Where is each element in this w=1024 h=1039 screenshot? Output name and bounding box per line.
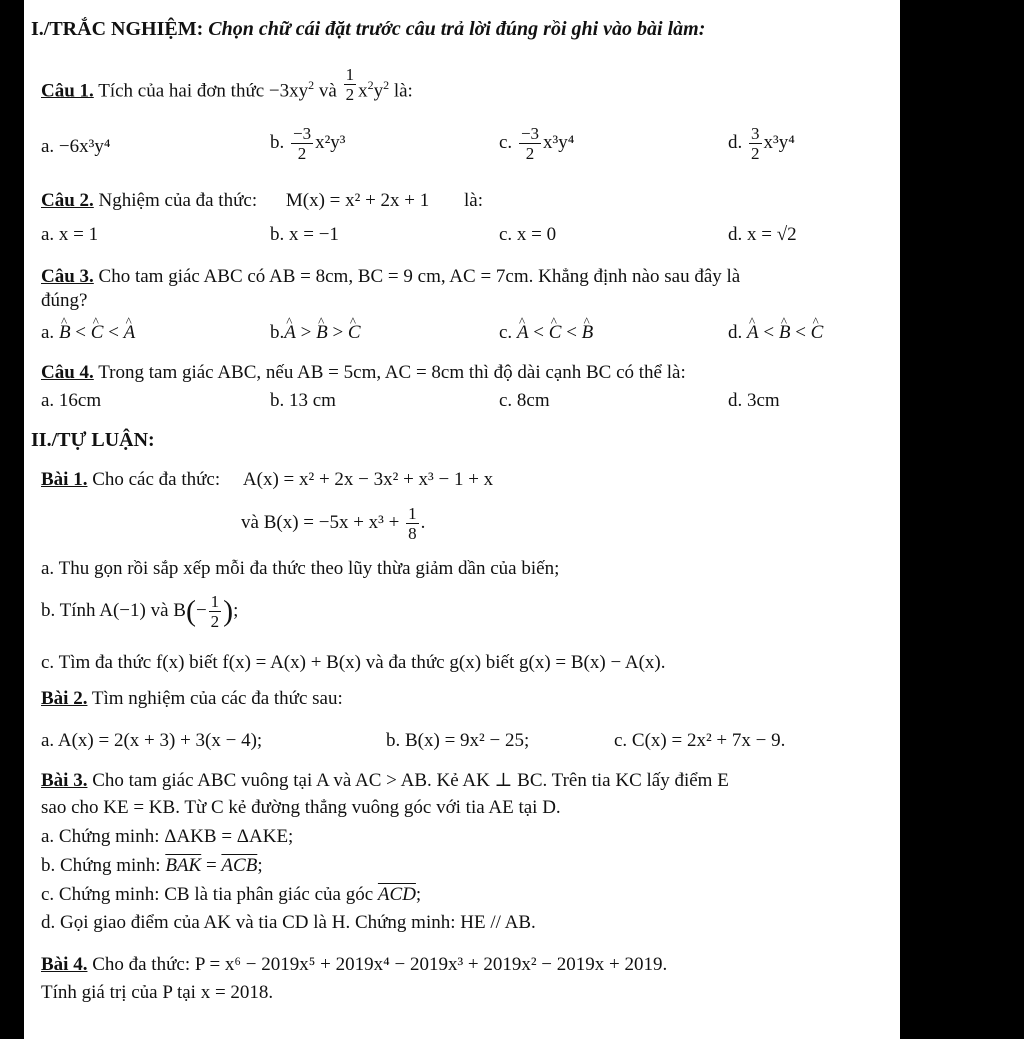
q1-text: Tích của hai đơn thức <box>98 80 265 102</box>
b1-polyA: A(x) = x² + 2x − 3x² + x³ − 1 + x <box>242 469 494 490</box>
b3-text-cont: sao cho KE = KB. Từ C kẻ đường thẳng vuông góc với tia AE tại D. <box>41 797 561 818</box>
q1-tail: là: <box>393 80 413 102</box>
q1-d-den: 2 <box>751 144 760 163</box>
b1-part-b: b. Tính A(−1) và B(− $\frac{1}{2}$ ); <box>41 592 239 631</box>
b2-text: Tìm nghiệm của các đa thức sau: <box>91 688 343 709</box>
q3-text-cont: đúng? <box>41 290 88 311</box>
q4-stem <box>41 362 686 384</box>
b3-part-d: d. Gọi giao điểm của AK và tia CD là H. Chứng minh: HE // AB. <box>41 912 536 933</box>
q2-option-b: b. x = −1 <box>270 224 339 245</box>
q1-and: và <box>318 80 337 102</box>
b2-part-a: a. A(x) = 2(x + 3) + 3(x − 4); <box>41 730 263 751</box>
b1-polyB-end: . <box>420 511 426 533</box>
q3-d-prefix: d. <box>728 322 743 343</box>
q1-d-prefix: d. <box>728 131 743 153</box>
exam-paper <box>24 0 900 1039</box>
q3-text: Cho tam giác ABC có AB = 8cm, BC = 9 cm, AC = 7cm. Khẳng định nào sau đây là <box>98 266 741 287</box>
q2-option-c: c. x = 0 <box>499 224 557 245</box>
q1-c-prefix: c. <box>499 131 513 153</box>
q4-option-d: d. 3cm <box>728 390 780 411</box>
b3-b-pre: b. Chứng minh: <box>41 855 161 876</box>
q2-option-d: d. x = √2 <box>728 224 797 245</box>
q3-option-d: d. ^ A < ^ B < ^ C <box>728 322 823 344</box>
q1-label: Câu 1. <box>41 80 94 102</box>
q1-c-den: 2 <box>525 144 535 163</box>
b3-part-b <box>41 855 263 877</box>
q1-option-b <box>270 124 346 163</box>
b1-polyB: B(x) = −5x + x³ + <box>263 511 400 533</box>
section1-instruction: Chọn chữ cái đặt trước câu trả lời đúng rồi ghi vào bài làm: <box>208 18 706 40</box>
q4-option-a: a. 16cm <box>41 390 102 411</box>
b1-b-end: ; <box>233 599 239 621</box>
b3-text: Cho tam giác ABC vuông tại A và AC > AB. Kẻ AK ⊥ BC. Trên tia KC lấy điểm E <box>92 770 729 791</box>
b3-stem <box>41 770 729 792</box>
q4-text: Trong tam giác ABC, nếu AB = 5cm, AC = 8cm thì độ dài cạnh BC có thể là: <box>98 362 686 383</box>
q3-c-prefix: c. <box>499 322 513 343</box>
q1-c-tail: x³y⁴ <box>543 131 575 153</box>
b4-text-cont: Tính giá trị của P tại x = 2018. <box>41 982 274 1003</box>
b3-b-angle1: $\overline{BAK}$ <box>165 855 202 876</box>
q2-option-a: a. x = 1 <box>41 224 99 245</box>
q4-option-b: b. 13 cm <box>270 390 336 411</box>
b3-b-angle2: $\overline{ACB}$ <box>221 855 258 876</box>
q3-stem <box>41 266 740 288</box>
section1-heading <box>31 18 705 40</box>
b3-c-end: ; <box>415 884 422 905</box>
q1-d-tail: x³y⁴ <box>763 131 795 153</box>
b1-and: và <box>241 511 259 533</box>
b1-label: Bài 1. <box>41 469 88 490</box>
b3-label: Bài 3. <box>41 770 88 791</box>
q2-text: Nghiệm của đa thức: <box>98 190 258 211</box>
b1-frac-num: 1 <box>408 504 417 523</box>
b2-label: Bài 2. <box>41 688 88 709</box>
section1-title: I./TRẮC NGHIỆM: <box>31 18 204 40</box>
b4-text: Cho đa thức: P = x⁶ − 2019x⁵ + 2019x⁴ − 2019x³ + 2019x² − 2019x + 2019. <box>92 954 668 975</box>
q3-a-prefix: a. <box>41 322 55 343</box>
q3-label: Câu 3. <box>41 266 94 287</box>
q2-label: Câu 2. <box>41 190 94 211</box>
q1-option-d <box>728 124 795 163</box>
b1-stem <box>41 469 493 491</box>
section2-title: II./TỰ LUẬN: <box>31 429 155 451</box>
b1-b-pre: b. Tính A(−1) và B <box>41 599 186 621</box>
b2-stem <box>41 688 343 710</box>
q3-option-b: b.^ A > ^ B > ^ C <box>270 322 361 344</box>
q2-poly: M(x) = x² + 2x + 1 <box>285 190 430 211</box>
b1-b-minus: − <box>195 599 207 621</box>
q1-b-num: −3 <box>293 124 312 143</box>
q3-option-a: a. ^ B < ^ C < ^ A <box>41 322 135 344</box>
q1-stem: Câu 1. Tích của hai đơn thức $-3xy^2$ và $\frac{1}{2}$ $x^2y^2$ là: <box>41 65 413 105</box>
q1-monomial1: −3xy <box>268 80 309 102</box>
q2-tail: là: <box>464 190 483 211</box>
b1-part-c: c. Tìm đa thức f(x) biết f(x) = A(x) + B(x) và đa thức g(x) biết g(x) = B(x) − A(x). <box>41 652 666 673</box>
q4-label: Câu 4. <box>41 362 94 383</box>
q1-option-a: a. −6x³y⁴ <box>41 136 111 157</box>
q4-option-c: c. 8cm <box>499 390 550 411</box>
b3-c-pre: c. Chứng minh: CB là tia phân giác của góc <box>41 884 374 905</box>
q1-b-den: 2 <box>297 144 307 163</box>
q1-b-prefix: b. <box>270 131 285 153</box>
b1-frac-den: 8 <box>408 524 417 543</box>
b2-part-c: c. C(x) = 2x² + 7x − 9. <box>614 730 786 751</box>
b4-stem <box>41 954 667 976</box>
b1-b-num: 1 <box>210 592 220 611</box>
q3-b-prefix: b. <box>270 322 285 343</box>
b2-part-b: b. B(x) = 9x² − 25; <box>386 730 530 751</box>
q1-d-num: 3 <box>751 124 760 143</box>
b3-c-angle: $\overline{ACD}$ <box>377 884 416 905</box>
q1-option-c <box>499 124 574 163</box>
q3-option-c: c. ^ A < ^ C < ^ B <box>499 322 593 344</box>
b3-b-end: ; <box>257 855 263 876</box>
q1-c-num: −3 <box>520 124 540 143</box>
b1-polyB-line <box>241 504 425 543</box>
b3-part-c <box>41 884 421 906</box>
b1-part-a: a. Thu gọn rồi sắp xếp mỗi đa thức theo lũy thừa giảm dần của biến; <box>41 558 560 579</box>
b1-text: Cho các đa thức: <box>92 469 221 490</box>
q2-stem <box>41 190 483 212</box>
q1-b-tail: x²y³ <box>315 131 346 153</box>
b3-part-a: a. Chứng minh: ΔAKB = ΔAKE; <box>41 826 294 847</box>
b4-label: Bài 4. <box>41 954 88 975</box>
b1-b-den: 2 <box>210 612 220 631</box>
b3-b-eq: = <box>201 855 222 876</box>
